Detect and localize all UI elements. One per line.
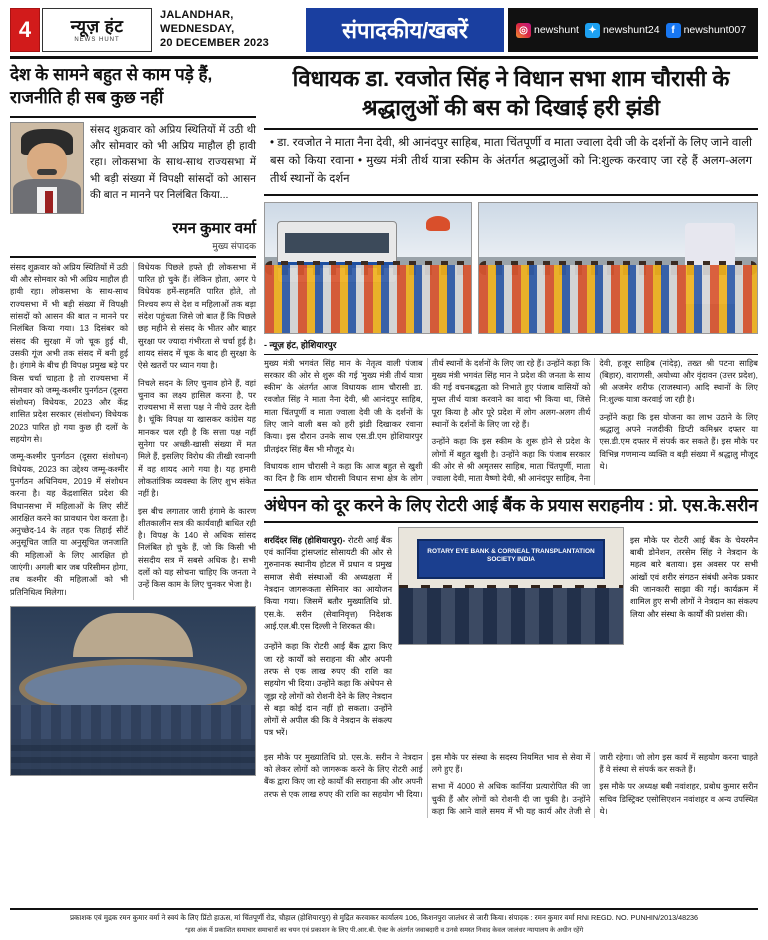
editorial-para: जम्मू-कश्मीर पुनर्गठन (दूसरा संशोधन) विधेयक, 2023 का उद्देश्य जम्मू-कश्मीर पुनर्गठन अधिनियम, 2019 में संशोधन करना है। यह केंद्रशासित प्रदेश की विधानसभा में महिलाओं के लिए सीटें आरक्षित करने का प्रावधान पेश करता है। अनुच्छेद-14 के तहत एक तिहाई सीटें अनुसूचित जाति या अनुसूचित जनजाति की महिलाओं के लिए आरक्षित हो जाएंगी। अगली बार जब परिसीमन होगा, तब कश्मीर की महिलाओं को भी प्रतिनिधित्व मिलेगा। (10, 452, 128, 597)
editorial-rule (10, 116, 256, 118)
editorial-para: निचले सदन के लिए चुनाव होने हैं, वहां चुनाव का लक्ष्य हासिल करना है, पर राज्यसभा में सत्ता पक्ष ने नीचे उतर देती है। चूंकि विपक्ष या खासकर कांग्रेस यह मानकर चल रही है कि सत्ता पक्ष नहीं सुनेगा पर अच्छी-खासी संख्या में मत मिले हैं, इसलिए विरोध की तीखी रवानगी में वह शायद आगे गया है। यह हमारी लोकतांत्रिक व्यवस्था के लिए शुभ संकेत नहीं है। (138, 378, 256, 499)
editorial-para: विधेयक पिछले हफ्ते ही लोकसभा में पारित हो चुके हैं। लेकिन होता, अगर पे विधेयक हमें-सहमति पारित होते, तो निश्चय रूप से देश व महिलाओं तक बड़ा संदेश पहुंचता जिसे जो बात हैं कि पिछले छह महीने से संसद के भीतर और बाहर सुरक्षा पर ज्यादा गंभीरता से चर्चा हुई है। शायद संसद में चूक के बाद ही सुरक्षा के ऐसे खतरों पर ध्यान गया है। (138, 262, 256, 371)
newspaper-logo (42, 8, 152, 52)
main-para: उन्होंने कहा कि इस योजना का लाभ उठाने के लिए श्रद्धालु अपने नजदीकी डिप्टी कमिश्नर दफ्तर या एस.डी.एम दफ्तर में संपर्क कर सकते हैं। इस मौके पर विभिन्न गणमान्य व्यक्ति व बड़ी संख्या में श्रद्धालु मौजूद थे। (599, 412, 758, 471)
photo-credit: - न्यूज़ हंट, होशियारपुर (264, 339, 337, 350)
secondary-para: इस मौके पर मुख्यातिथि प्रो. एस.के. सरीन ने नेत्रदान को लेकर लोगों को जागरूक करने के लिए रोटरी आई बैंक द्वारा किए जा रहे कार्यों की सराहना की और अपनी तरफ से एक लाख रुपए की राशि का सहयोग भी दिया। इस मौके पर संस्था के सदस्य नियमित भाव से सेवा में लगे हुए हैं। (264, 752, 591, 799)
main-headline: विधायक डा. रवजोत सिंह ने विधान सभा शाम चौरासी के श्रद्धालुओं की बस को दिखाई हरी झंडी (292, 66, 730, 121)
main-body (264, 358, 758, 486)
secondary-para: इस मौके पर रोटरी आई बैंक के चेयरमैन बाबी डोनेशन, तरसेम सिंह ने नेत्रदान के महत्व बारे बताया। इस अवसर पर सभी आंखों एवं शरीर संगठन संबंधी अनेक प्रकार की जानकारी साझा की गई। कार्यक्रम में शामिल हुए सभी लोगों ने नेत्रदान का संकल्प लिया और संस्था के कार्यों की प्रशंसा की। (630, 535, 758, 619)
editorial-byline: रमन कुमार वर्मा (172, 219, 256, 237)
masthead (10, 8, 758, 52)
dateline (152, 8, 302, 52)
masthead-divider (10, 56, 758, 59)
logo-text-english: NEWS HUNT (74, 36, 120, 43)
main-kicker-box (264, 128, 758, 195)
event-banner-text: ROTARY EYE BANK & CORNEAL TRANSPLANTATION SOCIETY INDIA (427, 547, 595, 563)
social-twitter[interactable] (585, 23, 660, 38)
bus-flagoff-photo (264, 202, 472, 334)
page-number: 4 (10, 8, 40, 52)
editorial-body (10, 262, 256, 600)
legal-note: *इस अंक में प्रकाशित समाचार समाचारों का चयन एवं प्रकाशन के लिए पी.आर.बी. ऐक्ट के अंतर्गत जवाबदारी व उनसे समस्त निवाद केवल जालंधर न्यायालय के अधीन रहेंगे (184, 927, 584, 934)
logo-text-hindi: न्यूज़ हंट (70, 16, 124, 36)
social-twitter-handle: newshunt24 (602, 24, 660, 36)
parliament-photo (10, 606, 256, 776)
dateline-line1: JALANDHAR, WEDNESDAY, (160, 9, 235, 36)
editorial-rule-2 (10, 256, 256, 258)
devotees-group-photo (478, 202, 758, 334)
secondary-intro-col (264, 527, 392, 748)
footer-divider (10, 908, 758, 910)
editorial-intro: संसद शुक्रवार को अप्रिय स्थितियों में उठी थी और सोमवार को भी अप्रिय माहौल ही हावी रहा। लोकसभा के साथ-साथ राज्यसभा में भी बड़ी संख्या में विपक्षी सांसदों को आसन की बात न मानने पर निलंबित किया... (90, 123, 256, 201)
social-facebook-handle: newshunt007 (683, 24, 747, 36)
main-para: उन्होंने कहा कि इस स्कीम के शुरू होने से प्रदेश के लोगों में बहुत खुशी है। उन्होंने कहा कि पंजाब सरकार की ओर से श्री अमृतसर साहिब, माता चिंतपूर्णी, माता ज्वाला देवी, माता वैष्णो देवी, श्री आनंदपुर साहिब, नैना देवी, हजूर साहिब (नांदेड़), तख्त श्री पटना साहिब (बिहार), वाराणसी, अयोध्या और वृंदावन (उत्तर प्रदेश), श्री अजमेर शरीफ (राजस्थान) आदि स्थानों के लिए नि:शुल्क यात्रा करवाई जा रही है। (431, 358, 758, 484)
dateline-line2: 20 DECEMBER 2023 (160, 36, 269, 49)
secondary-dateline: शरदिंदर सिंह (होशियारपुर)- (264, 535, 346, 545)
secondary-para: इस मौके पर अध्यक्ष बबी नवांशहर, प्रबोध कुमार सरीन सचिव डिस्ट्रिक्ट एसोसिएशन नवांशहर व अन्य उपस्थित थे। (599, 782, 758, 817)
editorial-byline-title: मुख्य संपादक (212, 240, 256, 251)
secondary-para: सभा में 4000 से अधिक कार्निया प्रत्यारोपित की जा चुकी हैं और लोगों को रोशनी दी जा चुकी है। उन्होंने कहा कि आने वाले समय में भी यह कार्य और तेजी से जारी रहेगा। जो लोग इस कार्य में सहयोग करना चाहते हैं वे संस्था से संपर्क कर सकते हैं। (431, 752, 758, 817)
section-title: संपादकीय/खबरें (306, 8, 504, 52)
secondary-headline: अंधेपन को दूर करने के लिए रोटरी आई बैंक के प्रयास सराहनीय : प्रो. एस.के.सरीन (264, 496, 758, 516)
editorial-para: संसद शुक्रवार को अप्रिय स्थितियों में उठी थी और सोमवार को भी अप्रिय माहौल ही हावी रहा। लोकसभा के साथ-साथ राज्यसभा में भी बड़ी संख्या में विपक्षी सांसदों को आसन की बात न मानने पर निलंबित किया गया। 13 दिसंबर को संसद की सुरक्षा में जो चूक हुई थी, उसकी गूंज अभी तक संसद में बनी हुई है। हंगामे के बीच ही विपक्ष प्रमुख बड़े पर किस चर्चा चाहता है तो राज्यसभा में सोमवार को जम्मू-कश्मीर पुनर्गठन (दूसरा संशोधन) विधेयक, 2023 और केंद्र शासित प्रदेश सरकार (संशोधन) विधेयक 2023 पारित हो गया कुछ ही दलों के सहयोग से। (10, 262, 128, 445)
main-column (264, 62, 758, 914)
secondary-right-col (630, 527, 758, 748)
secondary-story (264, 489, 758, 818)
secondary-para: उन्होंने कहा कि रोटरी आई बैंक द्वारा किए जा रहे कार्यों को सराहना की और अपनी तरफ से एक लाख रुपए की राशि का सहयोग भी दिया। उन्होंने कहा कि अंधेपन से जूझ रहे लोगों को रोशनी देने के लिए नेत्रदान से बड़ा कोई दान नहीं हो सकता। उन्होंने लोगों से अपील की कि वे नेत्रदान के संकल्प पत्र भरें। (264, 642, 392, 738)
social-bar (508, 8, 758, 52)
main-photo-row (264, 202, 758, 334)
eye-bank-event-photo (398, 527, 624, 645)
secondary-rule-bottom (264, 521, 758, 523)
instagram-icon: ◎ (516, 23, 531, 38)
editorial-para: इस बीच लगातार जारी हंगामे के कारण शीतकालीन सत्र की कार्यवाही बाधित रही है। विपक्ष के 140 से अधिक सांसद निलंबित हो चुके हैं, जो कि किसी भी संसदीय सत्र में सबसे अधिक है। सभी दलों को यह सोचना चाहिए कि जनता ने उन्हें किस काम के लिए चुनकर भेजा है। (138, 506, 256, 590)
facebook-icon: f (666, 23, 681, 38)
secondary-body (264, 752, 758, 818)
secondary-rule-top (264, 489, 758, 491)
editorial-headline: देश के सामने बहुत से काम पड़े हैं, राजनीति ही सब कुछ नहीं (10, 65, 213, 107)
main-para: विधायक शाम चौरासी ने कहा कि आज बहुत से खुशी का दिन है कि शाम चौरासी विधान सभा क्षेत्र के लोग तीर्थ स्थानों के दर्शनों के लिए जा रहे हैं। उन्होंने कहा कि मुख्य मंत्री भगवंत सिंह मान ने प्रदेश की जनता के साथ की गई वचनबद्धता को निभाते हुए पंजाब वासियों को मुफ्त तीर्थ यात्रा करवाने का वादा भी किया था, जिसे पूरा किया है और पूरे प्रदेश में लोग अलग-अलग तीर्थ स्थानों के दर्शनों के लिए जा रहे हैं। (264, 358, 591, 484)
editorial-column (10, 62, 256, 914)
secondary-para: रोटरी आई बैंक एवं कार्निया ट्रांसप्लांट सोसायटी की ओर से गुरुनानक स्थानीय होटल में प्रधान व प्रमुख समाज सेवी संस्थाओं की अध्यक्षता में नेत्रदान जागरूकता सेमिनार का आयोजन किया गया। जिसमें बतौर मुख्यातिथि प्रो. एस.के. सरीन (सेवानिवृत्त) निदेशक आई.एल.बी.एस दिल्ली ने शिरकत की। (264, 535, 393, 631)
main-rule (264, 354, 758, 355)
imprint-line: प्रकाशक एवं मुद्रक रमन कुमार वर्मा ने स्वयं के लिए प्रिंटो हाऊस, मां चिंतपूर्णी रोड, चौहाल (होशियारपुर) से मुद्रित करवाकर कार्यालय 106, किशनपुरा जालंधर से जारी किया। संपादक : रमन कुमार वर्मा RNI REGD. NO. PUNHIN/2013/48236 (69, 912, 699, 922)
social-instagram-handle: newshunt (534, 24, 579, 36)
page-footer (10, 908, 758, 934)
social-instagram[interactable] (516, 23, 579, 38)
editor-portrait (10, 122, 84, 214)
main-kicker: • डा. रवजोत ने माता नैना देवी, श्री आनंदपुर साहिब, माता चिंतपूर्णी व माता ज्वाला देवी जी के दर्शनों के लिए जाने वाली बस को किया रवाना • मुख्य मंत्री तीर्थ यात्रा स्कीम के अंतर्गत श्रद्धालुओं को नि:शुल्क करवाए जा रहे हैं अलग-अलग तीर्थ स्थानों के दर्शन (270, 137, 752, 185)
twitter-icon: ✦ (585, 23, 600, 38)
main-para: मुख्य मंत्री भगवंत सिंह मान के नेतृत्व वाली पंजाब सरकार की ओर से शुरू की गई 'मुख्य मंत्री तीर्थ यात्रा स्कीम' के अंतर्गत आज विधायक शाम चौरासी डा. रवजोत सिंह ने माता नैना देवी, श्री आनंदपुर साहिब, माता चिंतपूर्णी व माता ज्वाला देवी जी के दर्शनों के लिए जाने वाली बस को हरी झंडी दिखाकर रवाना किया। इस दौरान उनके साथ एस.डी.एम होशियारपुर प्रीतइंदर सिंह बैंस भी मौजूद थे। (264, 358, 423, 454)
social-facebook[interactable] (666, 23, 746, 38)
